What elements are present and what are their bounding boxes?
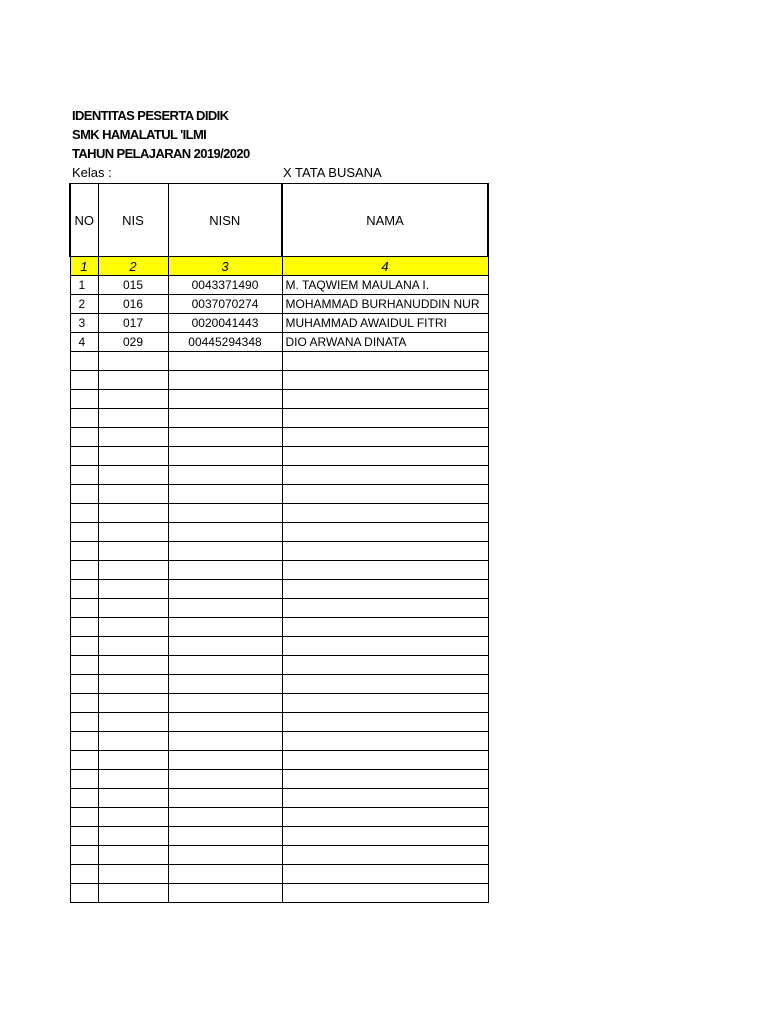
class-label: Kelas : [72, 165, 112, 180]
cell-nisn [168, 466, 282, 485]
empty-table-row [70, 504, 488, 523]
cell-nisn [168, 599, 282, 618]
cell-nisn [168, 485, 282, 504]
empty-table-row [70, 409, 488, 428]
cell-nisn [168, 390, 282, 409]
cell-nisn [168, 561, 282, 580]
cell-no [70, 618, 98, 637]
empty-table-row [70, 827, 488, 846]
column-header-nisn: NISN [168, 184, 282, 257]
cell-nama [282, 865, 488, 884]
cell-nis [98, 504, 168, 523]
cell-nama [282, 637, 488, 656]
student-roster-table [69, 183, 489, 903]
empty-table-row [70, 371, 488, 390]
cell-nis [98, 580, 168, 599]
cell-nisn [168, 827, 282, 846]
cell-nis [98, 713, 168, 732]
cell-nisn [168, 808, 282, 827]
cell-no [70, 770, 98, 789]
cell-no: 3 [70, 314, 98, 333]
cell-nisn [168, 523, 282, 542]
column-header-no: NO [70, 184, 98, 257]
cell-no: 4 [70, 333, 98, 352]
cell-no [70, 428, 98, 447]
cell-nis: 015 [98, 276, 168, 295]
cell-no [70, 485, 98, 504]
cell-nisn [168, 371, 282, 390]
table-header-row [70, 184, 488, 257]
empty-table-row [70, 485, 488, 504]
cell-no [70, 352, 98, 371]
cell-nama [282, 618, 488, 637]
table-body [70, 276, 488, 903]
cell-nama [282, 485, 488, 504]
cell-no [70, 447, 98, 466]
cell-nama: M. TAQWIEM MAULANA I. [282, 276, 488, 295]
cell-nis [98, 523, 168, 542]
cell-nisn [168, 694, 282, 713]
empty-table-row [70, 789, 488, 808]
cell-nis: 016 [98, 295, 168, 314]
cell-no [70, 884, 98, 903]
cell-nis [98, 485, 168, 504]
cell-nis [98, 618, 168, 637]
cell-nis [98, 789, 168, 808]
cell-nis [98, 637, 168, 656]
cell-nis [98, 390, 168, 409]
cell-nama [282, 732, 488, 751]
cell-nisn [168, 352, 282, 371]
empty-table-row [70, 580, 488, 599]
table-row [70, 276, 488, 295]
cell-no [70, 542, 98, 561]
cell-no [70, 656, 98, 675]
cell-no [70, 751, 98, 770]
cell-no [70, 371, 98, 390]
cell-no [70, 390, 98, 409]
cell-nis [98, 409, 168, 428]
cell-nis [98, 656, 168, 675]
cell-nama [282, 523, 488, 542]
cell-nama [282, 675, 488, 694]
empty-table-row [70, 675, 488, 694]
cell-nis [98, 599, 168, 618]
cell-no [70, 846, 98, 865]
column-header-nis: NIS [98, 184, 168, 257]
empty-table-row [70, 732, 488, 751]
empty-table-row [70, 846, 488, 865]
cell-nisn: 0020041443 [168, 314, 282, 333]
table-row [70, 295, 488, 314]
cell-nama [282, 789, 488, 808]
cell-nama [282, 808, 488, 827]
cell-nis [98, 561, 168, 580]
cell-nis [98, 466, 168, 485]
column-number: 2 [98, 257, 168, 276]
cell-nis: 029 [98, 333, 168, 352]
empty-table-row [70, 390, 488, 409]
cell-nisn [168, 580, 282, 599]
column-number: 4 [282, 257, 488, 276]
cell-nis [98, 732, 168, 751]
cell-nama [282, 599, 488, 618]
cell-no [70, 561, 98, 580]
cell-nisn [168, 675, 282, 694]
cell-no: 2 [70, 295, 98, 314]
cell-nama [282, 352, 488, 371]
column-number: 3 [168, 257, 282, 276]
cell-nama [282, 504, 488, 523]
cell-nisn [168, 884, 282, 903]
empty-table-row [70, 770, 488, 789]
empty-table-row [70, 447, 488, 466]
cell-nama [282, 884, 488, 903]
cell-nama [282, 542, 488, 561]
cell-nisn [168, 770, 282, 789]
cell-nama: MUHAMMAD AWAIDUL FITRI [282, 314, 488, 333]
empty-table-row [70, 428, 488, 447]
cell-nisn [168, 504, 282, 523]
cell-nisn [168, 713, 282, 732]
empty-table-row [70, 637, 488, 656]
empty-table-row [70, 713, 488, 732]
column-number: 1 [70, 257, 98, 276]
cell-nis [98, 447, 168, 466]
cell-nis [98, 770, 168, 789]
school-name: SMK HAMALATUL 'ILMI [72, 127, 207, 142]
cell-nis [98, 884, 168, 903]
cell-nama [282, 751, 488, 770]
cell-no: 1 [70, 276, 98, 295]
empty-table-row [70, 751, 488, 770]
cell-nama: DIO ARWANA DINATA [282, 333, 488, 352]
empty-table-row [70, 694, 488, 713]
cell-nama [282, 580, 488, 599]
cell-nama [282, 713, 488, 732]
empty-table-row [70, 561, 488, 580]
cell-nis [98, 542, 168, 561]
cell-nis [98, 371, 168, 390]
cell-nisn: 0037070274 [168, 295, 282, 314]
cell-nis [98, 352, 168, 371]
cell-no [70, 409, 98, 428]
empty-table-row [70, 466, 488, 485]
empty-table-row [70, 656, 488, 675]
cell-nisn [168, 637, 282, 656]
cell-nama [282, 409, 488, 428]
cell-nisn [168, 732, 282, 751]
cell-no [70, 637, 98, 656]
cell-nama [282, 371, 488, 390]
cell-nis [98, 846, 168, 865]
cell-no [70, 713, 98, 732]
table-row [70, 333, 488, 352]
cell-nama [282, 656, 488, 675]
empty-table-row [70, 352, 488, 371]
cell-nama [282, 466, 488, 485]
cell-nis: 017 [98, 314, 168, 333]
cell-no [70, 865, 98, 884]
empty-table-row [70, 599, 488, 618]
cell-no [70, 523, 98, 542]
cell-nisn [168, 618, 282, 637]
cell-nis [98, 428, 168, 447]
cell-nama [282, 770, 488, 789]
empty-table-row [70, 618, 488, 637]
cell-nis [98, 865, 168, 884]
column-number-row [70, 257, 488, 276]
cell-no [70, 675, 98, 694]
cell-nis [98, 675, 168, 694]
academic-year: TAHUN PELAJARAN 2019/2020 [72, 146, 250, 161]
cell-no [70, 827, 98, 846]
empty-table-row [70, 523, 488, 542]
cell-no [70, 466, 98, 485]
cell-nisn [168, 542, 282, 561]
cell-no [70, 808, 98, 827]
cell-nisn [168, 409, 282, 428]
cell-nis [98, 808, 168, 827]
cell-no [70, 580, 98, 599]
empty-table-row [70, 884, 488, 903]
class-value: X TATA BUSANA [283, 165, 382, 180]
cell-nisn: 0043371490 [168, 276, 282, 295]
table-row [70, 314, 488, 333]
document-title: IDENTITAS PESERTA DIDIK [72, 108, 229, 123]
cell-no [70, 789, 98, 808]
cell-no [70, 504, 98, 523]
cell-no [70, 694, 98, 713]
cell-nisn [168, 751, 282, 770]
cell-nama [282, 390, 488, 409]
cell-nisn [168, 865, 282, 884]
cell-nama [282, 447, 488, 466]
cell-no [70, 732, 98, 751]
cell-nisn [168, 846, 282, 865]
cell-nisn [168, 789, 282, 808]
empty-table-row [70, 865, 488, 884]
empty-table-row [70, 808, 488, 827]
empty-table-row [70, 542, 488, 561]
cell-nama: MOHAMMAD BURHANUDDIN NUR [282, 295, 488, 314]
column-header-nama: NAMA [282, 184, 488, 257]
cell-nama [282, 694, 488, 713]
cell-nama [282, 561, 488, 580]
cell-nisn: 00445294348 [168, 333, 282, 352]
cell-nama [282, 846, 488, 865]
cell-no [70, 599, 98, 618]
cell-nis [98, 827, 168, 846]
cell-nis [98, 694, 168, 713]
cell-nisn [168, 447, 282, 466]
cell-nisn [168, 656, 282, 675]
cell-nama [282, 428, 488, 447]
cell-nis [98, 751, 168, 770]
cell-nisn [168, 428, 282, 447]
cell-nama [282, 827, 488, 846]
